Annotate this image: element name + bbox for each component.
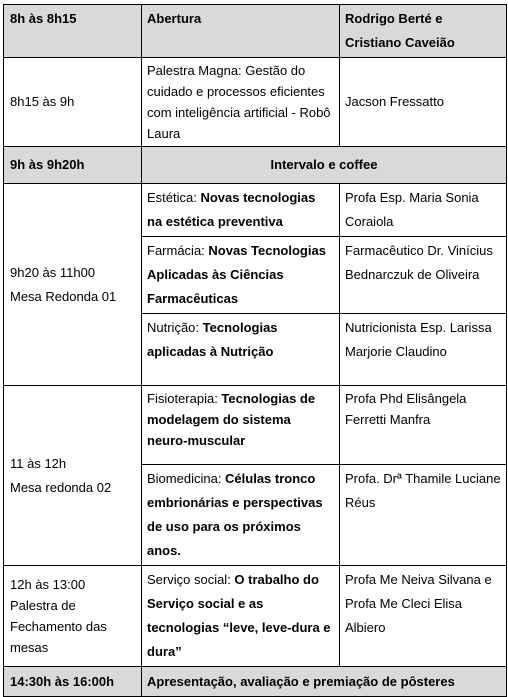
topic-cell: Abertura	[142, 5, 340, 58]
topic-title: Tecnologias de modelagem do sistema neuro-muscular	[147, 391, 316, 448]
time-cell: 14:30h às 16:00h	[4, 667, 142, 697]
time-cell: 8h15 às 9h	[4, 58, 142, 147]
speaker-cell: Profa Esp. Maria Sonia Coraiola	[340, 184, 507, 237]
speaker-cell: Farmacêutico Dr. Vinícius Bednarczuk de Oliveira	[340, 237, 507, 314]
topic-cell	[142, 314, 340, 386]
time-cell: 8h às 8h15	[4, 5, 142, 58]
table-row	[4, 58, 507, 147]
session-text: Mesa Redonda 01	[10, 288, 117, 304]
topic-title: Tecnologias aplicadas à Nutrição	[147, 320, 278, 359]
table-row	[4, 386, 507, 465]
topic-cell	[142, 465, 340, 566]
topic-title: Novas tecnologias na estética preventiva	[147, 190, 316, 229]
time-cell	[4, 386, 142, 566]
area-label: Biomedicina:	[147, 471, 226, 486]
topic-cell: Palestra Magna: Gestão do cuidado e processos eficientes com inteligência artificial - Robô Laura	[142, 58, 340, 147]
table-row	[4, 147, 507, 184]
topic-title: Novas Tecnologias Aplicadas às Ciências Farmacêuticas	[147, 243, 326, 306]
speaker-cell: Profa Me Neiva Silvana e Profa Me Cleci Elisa Albiero	[340, 566, 507, 667]
topic-cell	[142, 184, 340, 237]
session-text: Mesa redonda 02	[10, 479, 112, 495]
time-cell: 12h às 13:00 Palestra de Fechamento das mesas	[4, 566, 142, 667]
topic-cell	[142, 566, 340, 667]
topic-cell	[142, 386, 340, 465]
time-cell: 9h às 9h20h	[4, 147, 142, 184]
speaker-cell: Nutricionista Esp. Larissa Marjorie Claudino	[340, 314, 507, 386]
area-label: Nutrição:	[147, 320, 203, 335]
topic-title: Células tronco embrionárias e perspectivas de uso para os próximos anos.	[147, 471, 323, 558]
area-label: Estética:	[147, 190, 201, 205]
table-row	[4, 667, 507, 697]
table-row	[4, 5, 507, 58]
table-row	[4, 566, 507, 667]
area-label: Fisioterapia:	[147, 391, 222, 406]
speaker-cell: Rodrigo Berté e Cristiano Caveião	[340, 5, 507, 58]
speaker-cell: Profa Phd Elisângela Ferretti Manfra	[340, 386, 507, 465]
topic-cell: Intervalo e coffee	[142, 147, 507, 184]
topic-cell: Apresentação, avaliação e premiação de pôsteres	[142, 667, 507, 697]
speaker-cell: Jacson Fressatto	[340, 58, 507, 147]
time-text: 9h20 às 11h00	[10, 264, 96, 280]
table-row	[4, 184, 507, 237]
topic-title: O trabalho do Serviço social e as tecnologias “leve, leve-dura e dura”	[147, 572, 331, 659]
time-text: 11 às 12h	[10, 455, 67, 471]
area-label: Serviço social:	[147, 572, 235, 587]
speaker-cell: Profa. Drª Thamile Luciane Réus	[340, 465, 507, 566]
schedule-table	[3, 4, 507, 697]
area-label: Farmácia:	[147, 243, 209, 258]
time-cell	[4, 184, 142, 386]
topic-cell	[142, 237, 340, 314]
